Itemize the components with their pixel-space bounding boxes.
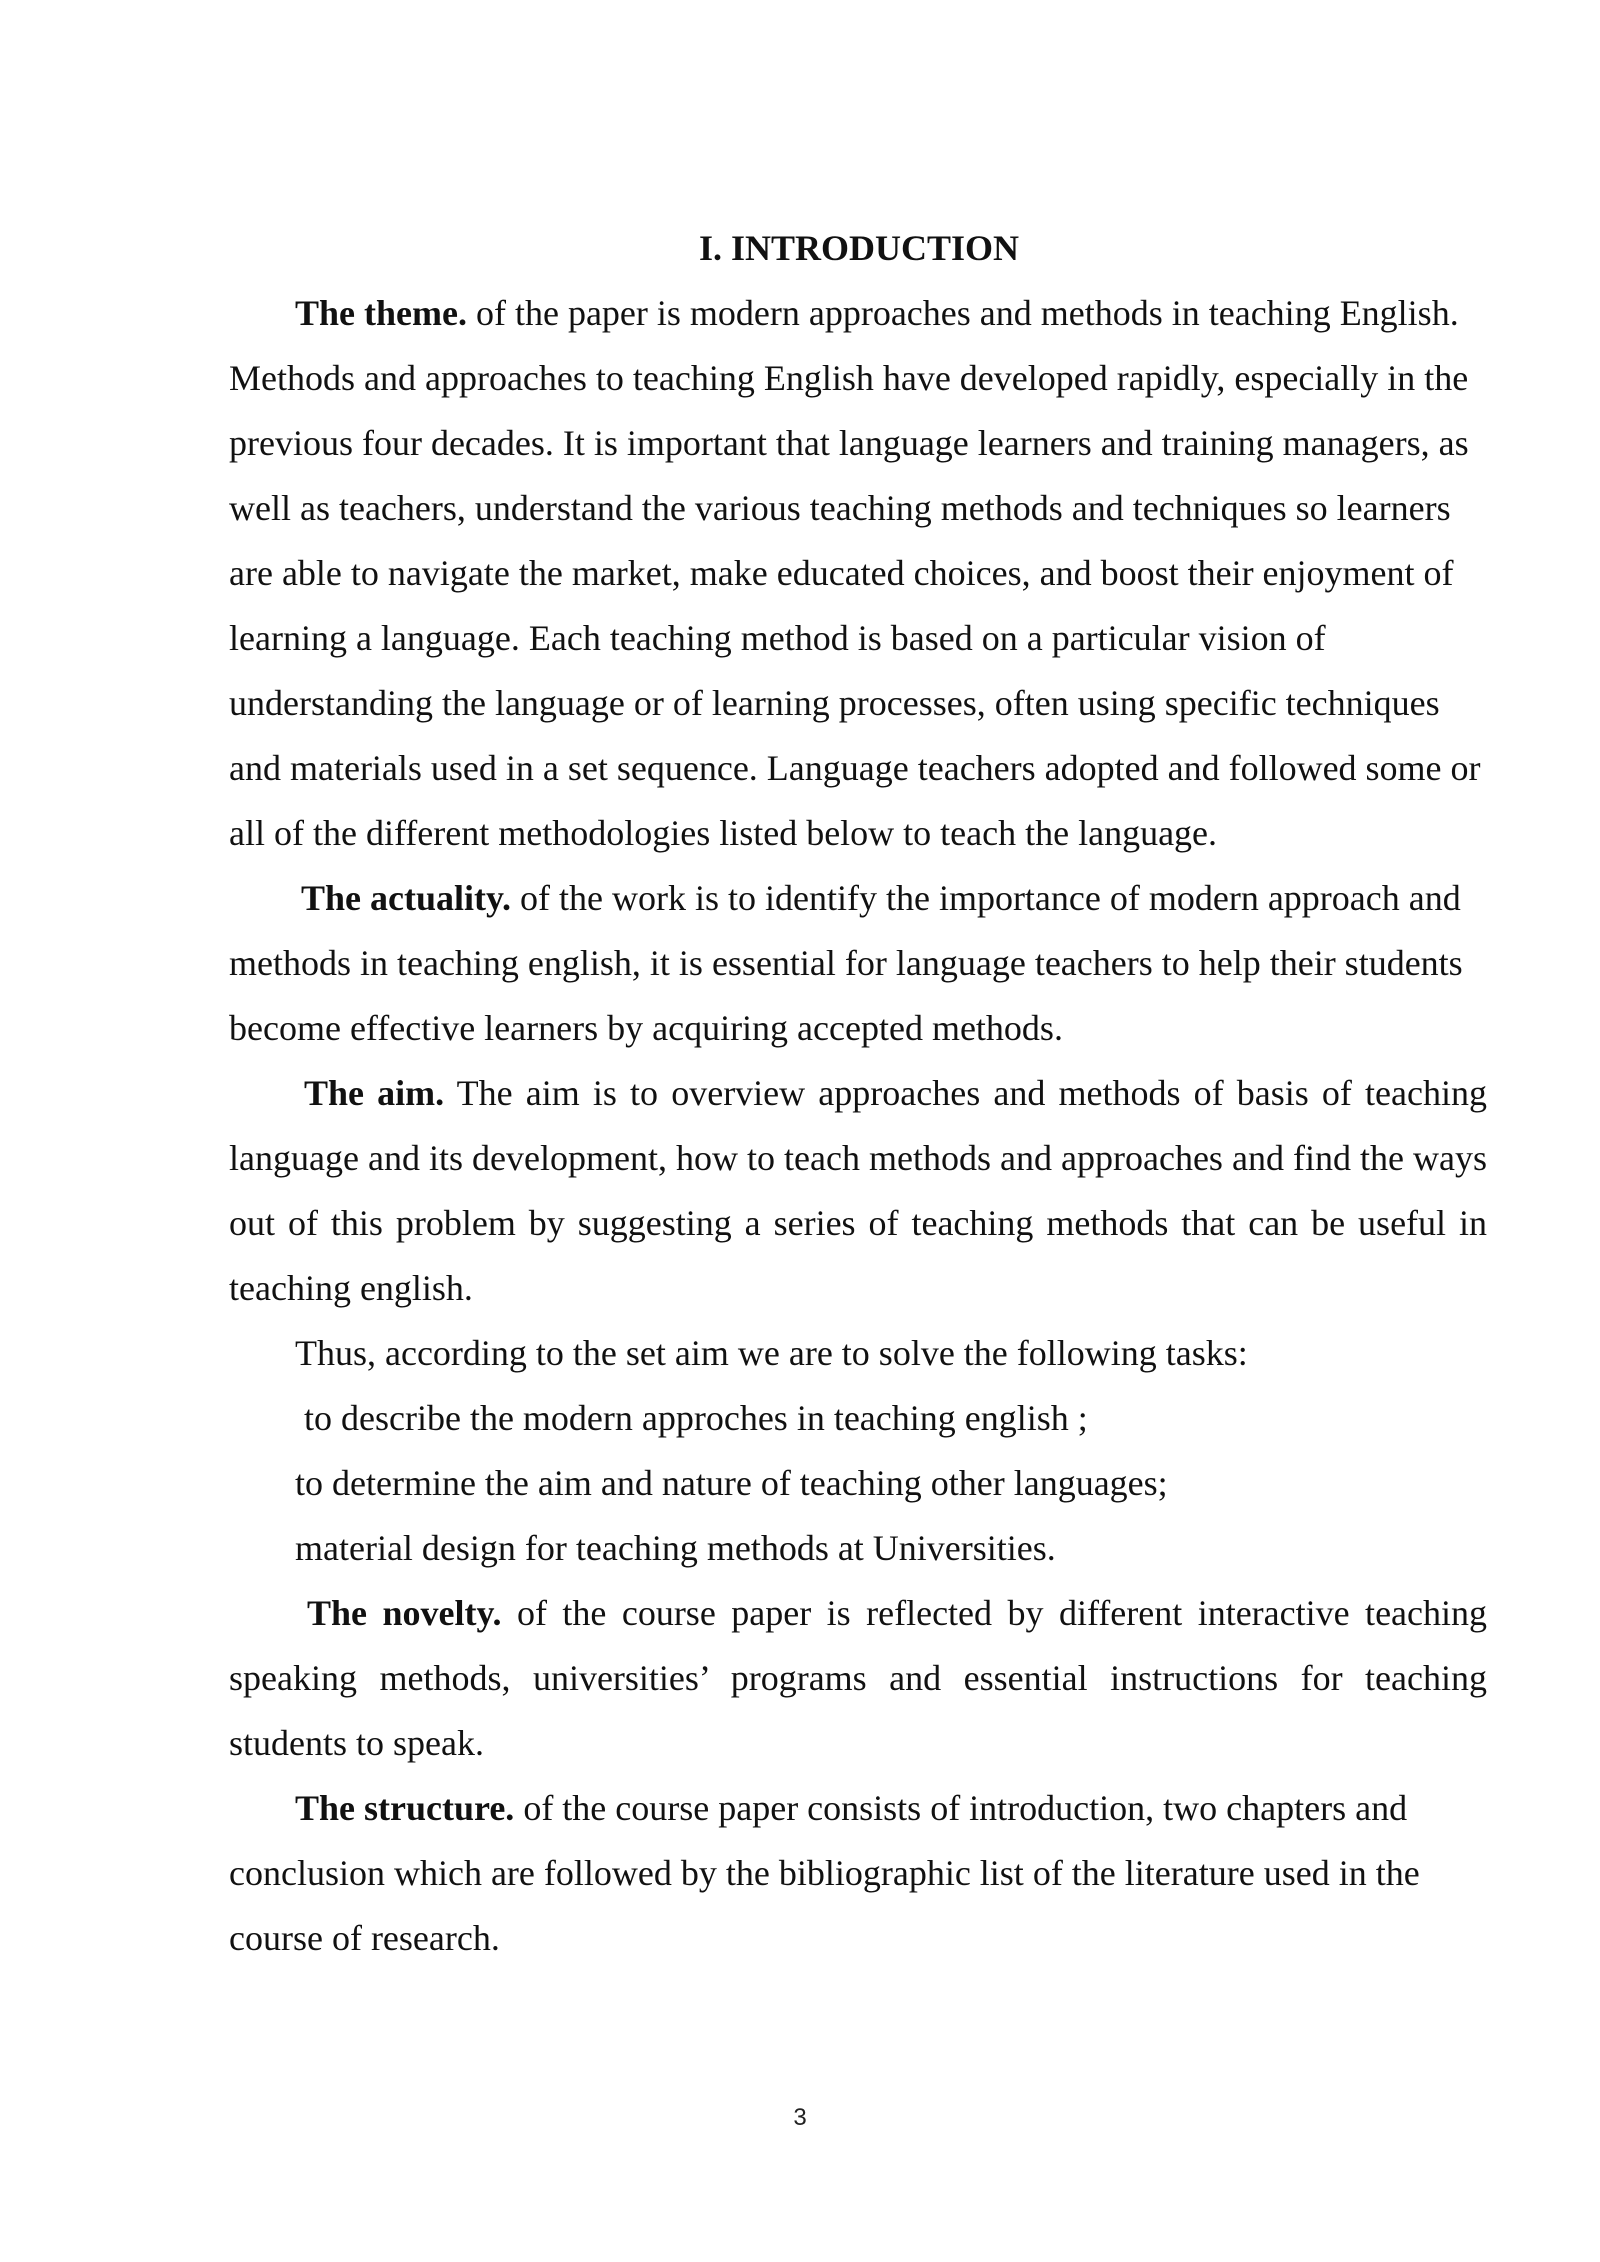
structure-paragraph <box>229 1776 1487 1971</box>
task-item: to determine the aim and nature of teaching other languages; <box>295 1463 1168 1503</box>
aim-text: The aim is to overview approaches and methods of basis of teaching language and its development, how to teach methods and approaches and find the ways out of this problem by suggesting a series of teaching methods that can be useful in teaching english. <box>229 1073 1487 1308</box>
aim-lead: The aim. <box>304 1073 445 1113</box>
novelty-text: of the course paper is reflected by different interactive teaching speaking methods, universities’ programs and essential instructions for teaching students to speak. <box>229 1593 1488 1763</box>
structure-text: of the course paper consists of introduction, two chapters and conclusion which are followed by the bibliographic list of the literature used in the course of research. <box>229 1788 1420 1958</box>
theme-text: of the paper is modern approaches and methods in teaching English. Methods and approaches to teaching English have developed rapidly, especially in the previous four decades. It is important that language learners and training managers, as well as teachers, understand the various teaching methods and techniques so learners are able to navigate the market, make educated choices, and boost their enjoyment of learning a language. Each teaching method is based on a particular vision of understanding the language or of learning processes, often using specific techniques and materials used in a set sequence. Language teachers adopted and followed some or all of the different methodologies listed below to teach the language. <box>229 293 1481 853</box>
novelty-paragraph <box>229 1581 1487 1776</box>
task-item: to describe the modern approches in teaching english ; <box>304 1398 1088 1438</box>
structure-lead: The structure. <box>295 1788 515 1828</box>
theme-paragraph <box>229 281 1487 866</box>
page-number: 3 <box>793 2104 807 2131</box>
actuality-text: of the work is to identify the importance of modern approach and methods in teaching english, it is essential for language teachers to help their students become effective learners by acquiring accepted methods. <box>229 878 1463 1048</box>
actuality-paragraph <box>229 866 1487 1061</box>
task-item: material design for teaching methods at Universities. <box>295 1528 1056 1568</box>
novelty-lead: The novelty. <box>307 1593 502 1633</box>
actuality-lead: The actuality. <box>301 878 512 918</box>
aim-paragraph <box>229 1061 1487 1321</box>
theme-lead: The theme. <box>295 293 467 333</box>
task-list <box>229 1386 1487 1581</box>
tasks-intro: Thus, according to the set aim we are to solve the following tasks: <box>295 1333 1248 1373</box>
section-heading: I. INTRODUCTION <box>698 228 1020 268</box>
page-body <box>229 216 1487 1971</box>
